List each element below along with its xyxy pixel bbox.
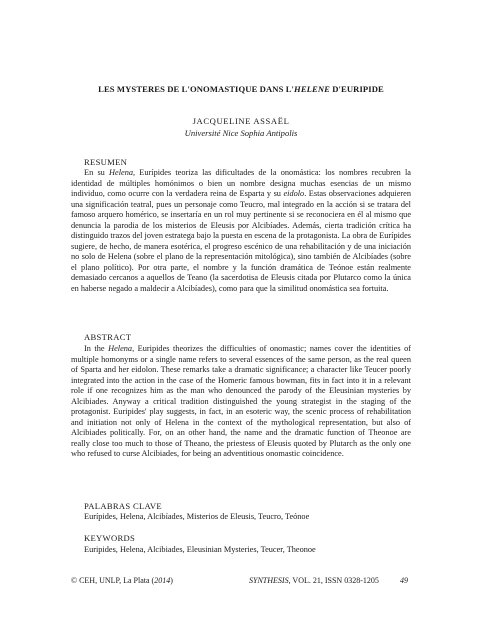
abstract-heading: ABSTRACT	[84, 332, 132, 342]
footer-copyright: © CEH, UNLP, La Plata (2014)	[71, 576, 173, 585]
title-suffix: D'EURIPIDE	[329, 84, 384, 94]
abstract-text: In the Helena, Euripides theorizes the difficulties of onomastic; names cover the identities of multiple homonyms or a single name refers to several essences of the same person, as the real queen of Sparta and her eidolon. These remarks take a dramatic significance; a character like Teucer poorly integrated into the action in the case of the Homeric famous bowman, fits in fact into it in a relevant role if one recognizes him as the man who denounced the parody of the Eleusinian mysteries by Alcibiades. Anyway a critical tradition distinguished the young strategist in the staging of the protagonist. Euripides' play suggests, in fact, in an esoteric way, the scenic process of rehabilitation and initiation not only of Helena in the context of the mythological representation, but also of Alcibiades politically. For, on an other hand, the name and the dramatic function of Theonoe are really close too much to those of Theano, the priestess of Eleusis quoted by Plutarch as the only one who refused to curse Alcibiades, for being an adventitious onomastic coincidence.	[71, 344, 412, 459]
author-affiliation: Université Nice Sophia Antipolis	[184, 128, 298, 138]
author-name: JACQUELINE ASSAËL	[192, 116, 290, 126]
palabras-clave-heading: PALABRAS CLAVE	[84, 501, 162, 511]
keywords-heading: KEYWORDS	[84, 533, 136, 543]
footer-page-number: 49	[400, 576, 408, 585]
resumen-text: En su Helena, Eurípides teoriza las dificultades de la onomástica: los nombres recubren la identidad de múltiples homónimos o bien un nombre designa muchas esencias de un mismo individuo, como ocurre con la verdadera reina de Esparta y su eidolo. Estas observaciones adquieren una significación teatral, pues un personaje como Teucro, mal integrado en la acción si se tratara del famoso arquero homérico, se insertaría en un rol muy pertinente si se reconociera en él al mismo que denuncia la parodia de los misterios de Eleusis por Alcibíades. Además, cierta tradición crítica ha distinguido trazos del joven estratega bajo la puesta en escena de la protagonista. La obra de Eurípides sugiere, de hecho, de manera esotérica, el progreso escénico de una rehabilitación y de una iniciación no solo de Helena (sobre el plano de la representación mitológica), sino también de Alcibíades (sobre el plano político). Por otra parte, el nombre y la función dramática de Teónoe están realmente demasiado cercanos a aquellos de Teano (la sacerdotisa de Eleusis citada por Plutarco como la única en haberse negado a maldecir a Alcibíades), como para que la similitud onomástica sea fortuita.	[71, 168, 411, 294]
article-title	[60, 84, 422, 94]
title-work: HELENE	[294, 84, 330, 94]
footer-journal: SYNTHESIS, VOL. 21, ISSN 0328-1205	[249, 576, 379, 585]
palabras-clave-text: Eurípides, Helena, Alcibíades, Misterios de Eleusis, Teucro, Teónoe	[84, 512, 310, 521]
title-prefix: LES MYSTERES DE L'ONOMASTIQUE DANS L'	[98, 84, 295, 94]
resumen-heading: RESUMEN	[84, 157, 128, 167]
keywords-text: Euripides, Helena, Alcibiades, Eleusinian Mysteries, Teucer, Theonoe	[84, 545, 316, 554]
